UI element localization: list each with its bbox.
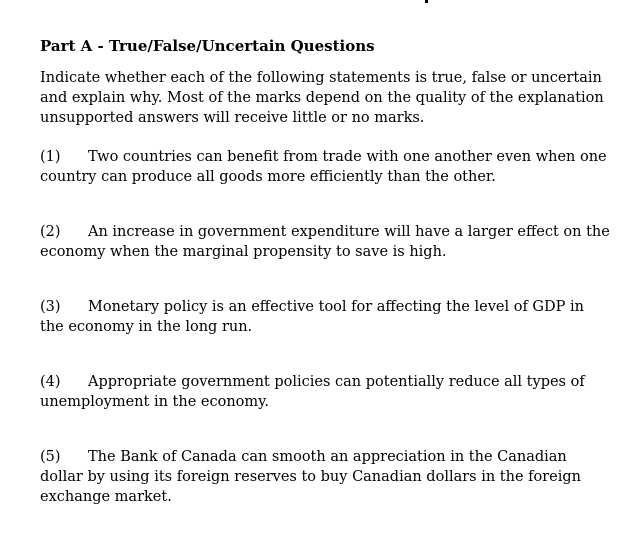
question-number: (3)	[40, 299, 61, 315]
question-text: Monetary policy is an effective tool for affecting the level of GDP in the economy in the long run.	[40, 299, 584, 335]
question-5	[40, 447, 610, 507]
question-3	[40, 297, 610, 337]
question-4	[40, 372, 610, 412]
question-1	[40, 147, 610, 187]
question-number: (2)	[40, 224, 61, 240]
document-page	[40, 36, 610, 542]
question-number: (4)	[40, 374, 61, 390]
question-text: Two countries can benefit from trade with one another even when one country can produce all goods more efficiently than the other.	[40, 149, 607, 185]
question-text: Appropriate government policies can potentially reduce all types of unemployment in the economy.	[40, 374, 585, 410]
section-heading: Part A - True/False/Uncertain Questions	[40, 37, 375, 55]
instructions-paragraph: Indicate whether each of the following statements is true, false or uncertain and explain why. Most of the marks depend on the quality of the explanation unsupported answers will receive little or no marks.	[40, 70, 604, 126]
question-text: An increase in government expenditure will have a larger effect on the economy when the marginal propensity to save is high.	[40, 224, 610, 260]
question-text: The Bank of Canada can smooth an appreciation in the Canadian dollar by using its foreign reserves to buy Canadian dollars in the foreign exchange market.	[40, 449, 582, 505]
page-edge-mark	[425, 0, 428, 3]
question-number: (1)	[40, 149, 61, 165]
question-2	[40, 222, 610, 262]
question-number: (5)	[40, 449, 61, 465]
